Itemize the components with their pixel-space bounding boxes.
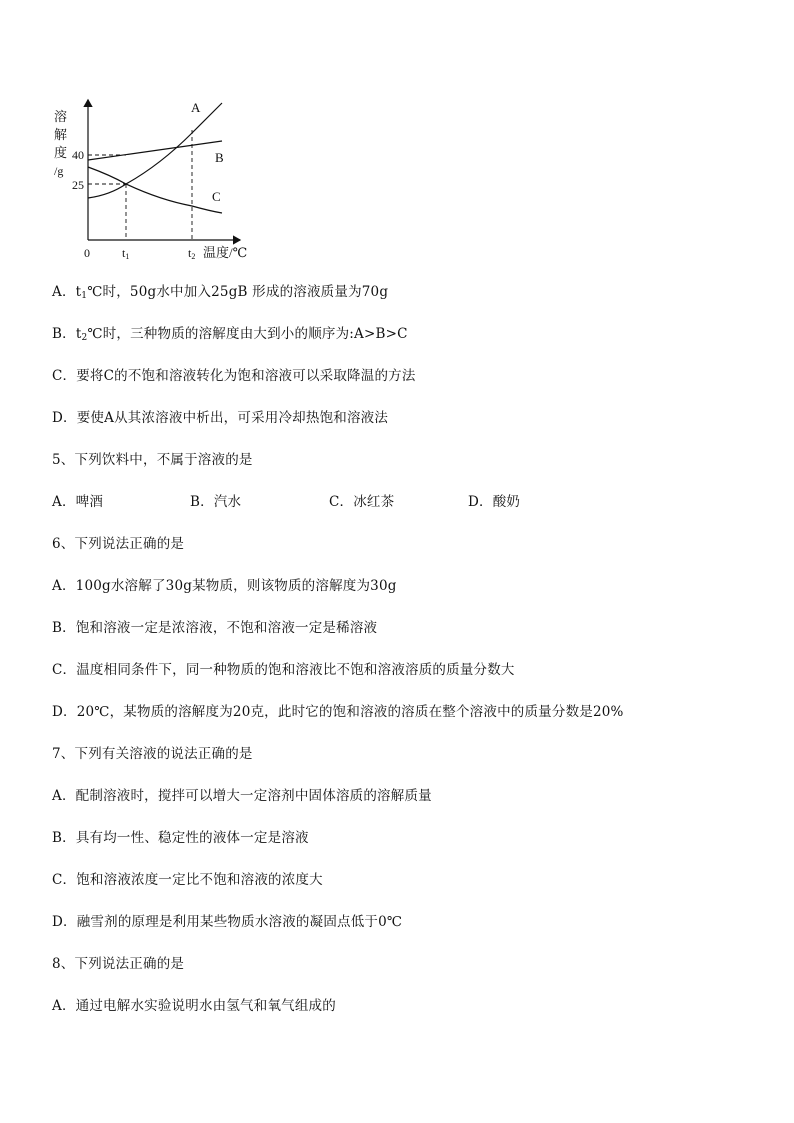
q6-option-c: C．温度相同条件下，同一种物质的饱和溶液比不饱和溶液溶质的质量分数大 — [52, 662, 515, 678]
y-label-char-3: 度 — [54, 145, 68, 160]
q5-option-b: B．汽水 — [190, 494, 242, 510]
y-label-char-2: 解 — [54, 127, 68, 142]
q7-option-a: A．配制溶液时，搅拌可以增大一定溶剂中固体溶质的溶解质量 — [52, 788, 432, 804]
x-tick-t2: t2 — [188, 246, 196, 261]
q4-option-a: A．$t_1℃$时，50g水中加入25gB 形成的溶液质量为70g — [52, 284, 389, 301]
curve-b — [88, 141, 222, 160]
q6-option-d: D．20℃，某物质的溶解度为20克，此时它的饱和溶液的溶质在整个溶液中的质量分数是20% — [52, 704, 624, 720]
q7-stem: 7、下列有关溶液的说法正确的是 — [52, 746, 253, 762]
y-label-char-1: 溶 — [54, 109, 68, 124]
q6-stem: 6、下列说法正确的是 — [52, 536, 185, 552]
q5-option-a: A．啤酒 — [52, 494, 104, 510]
y-tick-40: 40 — [72, 148, 84, 162]
solubility-curve-chart — [50, 95, 260, 270]
q4-option-c: C．要将C的不饱和溶液转化为饱和溶液可以采取降温的方法 — [52, 368, 416, 384]
origin-label: 0 — [84, 246, 90, 260]
q8-option-a: A．通过电解水实验说明水由氢气和氧气组成的 — [52, 998, 336, 1014]
q4-option-b: B．$t_2℃$时，三种物质的溶解度由大到小的顺序为:A>B>C — [52, 326, 408, 343]
curve-c — [88, 167, 222, 213]
series-label-c: C — [212, 189, 221, 204]
q5-stem: 5、下列饮料中，不属于溶液的是 — [52, 452, 253, 468]
q6-option-a: A．100g水溶解了30g某物质，则该物质的溶解度为30g — [52, 578, 397, 594]
q5-option-d: D．酸奶 — [468, 494, 521, 510]
y-label-char-4: /g — [54, 164, 64, 178]
q8-stem: 8、下列说法正确的是 — [52, 956, 185, 972]
series-label-b: B — [215, 150, 224, 165]
q6-option-b: B．饱和溶液一定是浓溶液，不饱和溶液一定是稀溶液 — [52, 620, 378, 636]
q7-option-c: C．饱和溶液浓度一定比不饱和溶液的浓度大 — [52, 872, 323, 888]
series-label-a: A — [191, 100, 201, 115]
q4-option-d: D．要使A从其浓溶液中析出，可采用冷却热饱和溶液法 — [52, 410, 389, 426]
q7-option-b: B．具有均一性、稳定性的液体一定是溶液 — [52, 830, 309, 846]
x-tick-t1: t1 — [122, 246, 130, 261]
q5-option-c: C．冰红茶 — [329, 494, 395, 510]
y-tick-25: 25 — [72, 178, 84, 192]
q5-options — [52, 492, 520, 512]
q7-option-d: D．融雪剂的原理是利用某些物质水溶液的凝固点低于0℃ — [52, 914, 403, 930]
x-axis-label: 温度/℃ — [203, 245, 248, 260]
